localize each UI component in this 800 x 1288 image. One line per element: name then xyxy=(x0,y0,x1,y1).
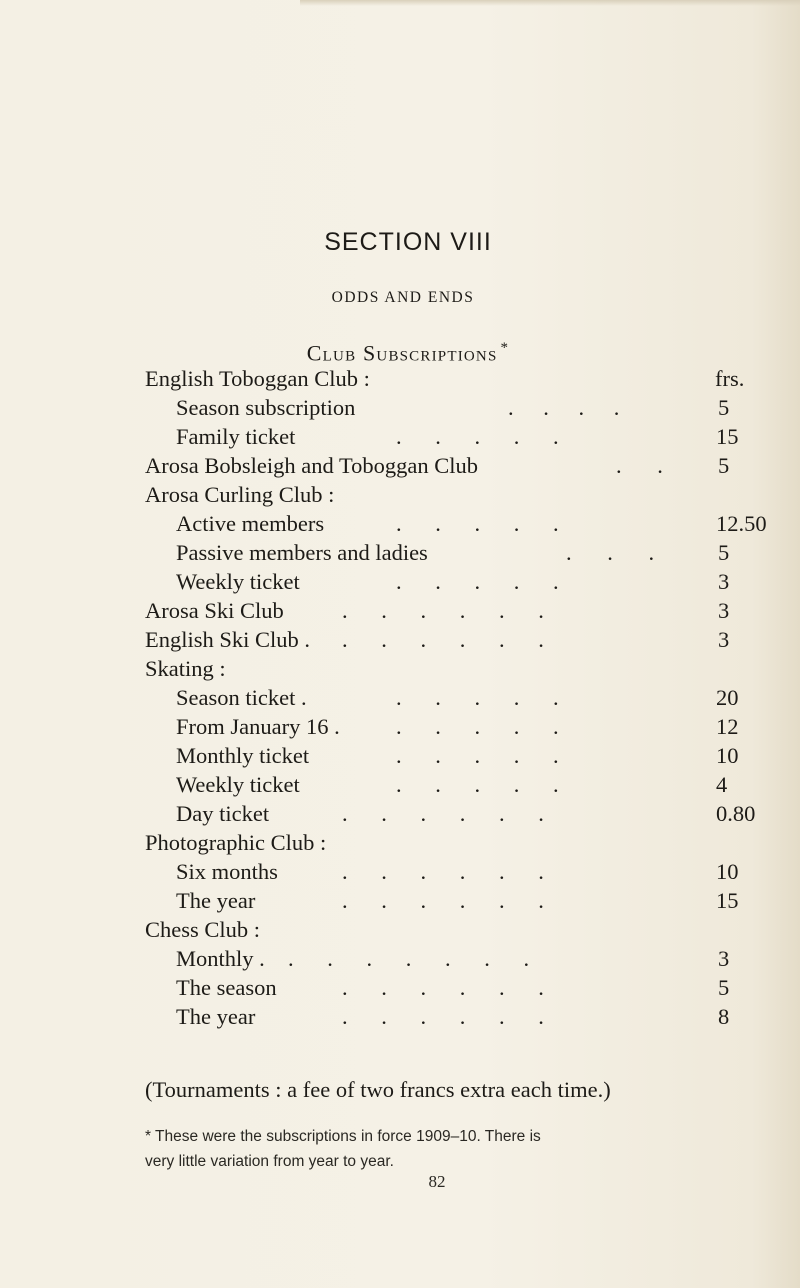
row-value: 4 xyxy=(716,772,728,797)
footnote-line-1: * These were the subscriptions in force 1909–10. There is xyxy=(145,1128,541,1145)
row-value: 5 xyxy=(718,975,730,1000)
footnote-marker: * xyxy=(500,340,510,356)
row-label: Skating : xyxy=(145,656,226,681)
row-value: 0.80 xyxy=(716,801,756,826)
footnote-line-2: very little variation from year to year. xyxy=(145,1153,394,1170)
table-row xyxy=(0,654,800,683)
row-label: Monthly . xyxy=(176,946,265,971)
row-label: The year xyxy=(176,888,256,913)
row-value: 20 xyxy=(716,685,739,710)
table-row xyxy=(0,480,800,509)
table-row xyxy=(0,509,800,538)
section-title: SECTION VIII xyxy=(324,228,492,256)
row-value: 3 xyxy=(718,598,730,623)
row-label: Season subscription xyxy=(176,395,356,420)
row-label: Arosa Curling Club : xyxy=(145,482,335,507)
row-leader-dots: . . . . . xyxy=(396,424,559,449)
row-label: Family ticket xyxy=(176,424,296,449)
row-label: English Ski Club . xyxy=(145,627,311,652)
row-label: Six months xyxy=(176,859,278,884)
row-value: 10 xyxy=(716,859,739,884)
row-label: Weekly ticket xyxy=(176,569,300,594)
row-leader-dots: . . . xyxy=(566,540,655,565)
table-row xyxy=(0,538,800,567)
table-row xyxy=(0,625,800,654)
row-leader-dots: . . . . . . xyxy=(342,801,544,826)
table-row xyxy=(0,422,800,451)
table-row xyxy=(0,973,800,1002)
row-leader-dots: . . . . . xyxy=(396,743,559,768)
table-row xyxy=(0,799,800,828)
row-value: 5 xyxy=(718,540,730,565)
page-number: 82 xyxy=(428,1172,446,1191)
row-leader-dots: . . . . . . . xyxy=(288,946,530,971)
row-label: Weekly ticket xyxy=(176,772,300,797)
row-leader-dots: . . . . . . xyxy=(342,598,544,623)
row-value: 5 xyxy=(718,395,730,420)
table-row xyxy=(0,770,800,799)
table-row xyxy=(0,393,800,422)
row-label: English Toboggan Club : xyxy=(145,366,370,391)
table-row xyxy=(0,828,800,857)
row-label: Arosa Ski Club xyxy=(145,598,284,623)
row-leader-dots: . . xyxy=(616,453,663,478)
table-row xyxy=(0,944,800,973)
row-value: 15 xyxy=(716,888,739,913)
row-value: 12.50 xyxy=(716,511,767,536)
table-row xyxy=(0,683,800,712)
tournaments-note: (Tournaments : a fee of two francs extra each time.) xyxy=(145,1077,611,1102)
table-row xyxy=(0,596,800,625)
row-leader-dots: . . . . . . xyxy=(342,627,544,652)
row-label: From January 16 . xyxy=(176,714,340,739)
row-label: The season xyxy=(176,975,277,1000)
row-leader-dots: . . . . . . xyxy=(342,859,544,884)
row-label: Day ticket xyxy=(176,801,270,826)
row-value: 3 xyxy=(718,569,730,594)
table-row xyxy=(0,857,800,886)
row-value: 8 xyxy=(718,1004,730,1029)
row-label: Passive members and ladies xyxy=(176,540,428,565)
table-row xyxy=(0,567,800,596)
table-row xyxy=(0,451,800,480)
row-label: The year xyxy=(176,1004,256,1029)
row-leader-dots: . . . . xyxy=(508,395,620,420)
section-subtitle: ODDS AND ENDS xyxy=(331,289,475,306)
row-label: Active members xyxy=(176,511,325,536)
row-value: 5 xyxy=(718,453,730,478)
row-value: 3 xyxy=(718,946,730,971)
row-label: Season ticket . xyxy=(176,685,307,710)
row-leader-dots: . . . . . xyxy=(396,569,559,594)
row-leader-dots: . . . . . xyxy=(396,511,559,536)
row-leader-dots: . . . . . . xyxy=(342,1004,544,1029)
row-label: Chess Club : xyxy=(145,917,261,942)
table-row xyxy=(0,1002,800,1031)
table-row xyxy=(0,915,800,944)
row-value: 10 xyxy=(716,743,739,768)
table-heading-text: Club Subscriptions xyxy=(306,340,498,366)
table-row xyxy=(0,741,800,770)
row-value: 15 xyxy=(716,424,739,449)
row-label: Arosa Bobsleigh and Toboggan Club xyxy=(145,453,478,478)
row-leader-dots: . . . . . xyxy=(396,714,559,739)
table-row xyxy=(0,712,800,741)
currency-unit: frs. xyxy=(715,366,745,391)
row-value: 3 xyxy=(718,627,730,652)
row-leader-dots: . . . . . . xyxy=(342,888,544,913)
row-value: 12 xyxy=(716,714,739,739)
table-row xyxy=(0,886,800,915)
row-leader-dots: . . . . . xyxy=(396,772,559,797)
table-row xyxy=(0,364,800,393)
row-leader-dots: . . . . . . xyxy=(342,975,544,1000)
row-label: Monthly ticket xyxy=(176,743,310,768)
row-leader-dots: . . . . . xyxy=(396,685,559,710)
row-label: Photographic Club : xyxy=(145,830,327,855)
